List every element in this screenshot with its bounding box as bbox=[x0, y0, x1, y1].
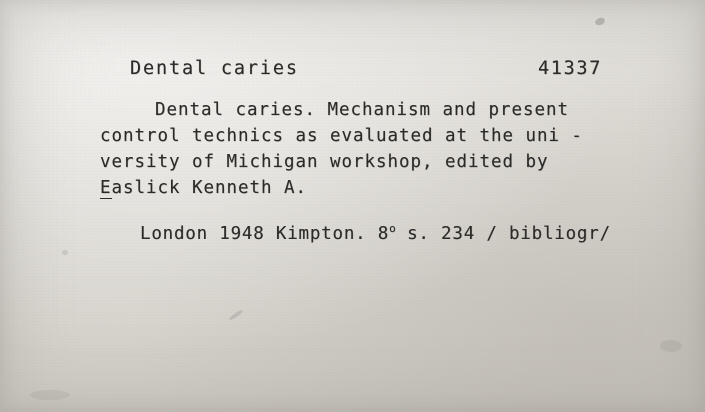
imprint-superscript: o bbox=[389, 222, 396, 235]
title-statement-line-2: control technics as evaluated at the uni - bbox=[100, 126, 583, 146]
editor-initial: E bbox=[100, 178, 112, 198]
title-statement-line-1: Dental caries. Mechanism and present bbox=[155, 100, 569, 120]
imprint-suffix: s. 234 / bibliogr/ bbox=[395, 223, 611, 244]
title-statement-line-4 bbox=[100, 178, 307, 198]
imprint-prefix: London 1948 Kimpton. 8 bbox=[140, 223, 390, 244]
accession-number: 41337 bbox=[538, 58, 603, 79]
imprint-line bbox=[140, 222, 611, 244]
editor-name-rest: aslick Kenneth A. bbox=[111, 178, 307, 198]
title-statement-line-3: versity of Michigan workshop, edited by bbox=[100, 152, 549, 172]
card-heading: Dental caries bbox=[130, 58, 299, 79]
